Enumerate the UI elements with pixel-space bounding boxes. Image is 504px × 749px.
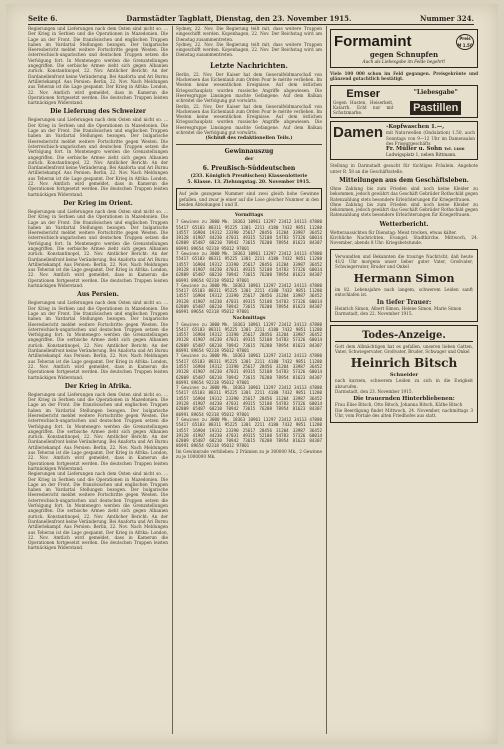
section-heading: Letzte Nachrichten. [210, 60, 288, 70]
notice-place: Darmstadt, den 22. November 1915. [335, 311, 413, 317]
lottery-subtitle: der [244, 157, 254, 163]
death-notice-simon [330, 249, 478, 322]
article-text: Regierungen und Lieferungen nach dem Osten sind nicht so. ... Der Krieg in Serbien und die Operationen in Mazedonien. Die Lage an der Front. Die französischen und englischen Truppen haben im Vardartal Stellungen bezogen. Der bulgarische Heeresbericht meldet weitere Fortschritte gegen Westen. Die österreichisch-ungarischen und deutschen Truppen setzen die Verfolgung fort. In Montenegro werden die Grenzstellungen angegriffen. Die serbische Armee zieht sich gegen Albanien zurück. Konstantinopel, 22. Nov. Amtlicher Bericht: An der Dardanellenfront keine Veränderung. Bei Anaforta und Ari Burnu Artilleriekampf. Aus Persien: Berlin, 22. Nov. Nach Meldungen aus Teheran ist die Lage gespannt. Der Krieg in Afrika: London, 22. Nov. Amtlich wird gemeldet, dass in Kamerun die Operationen fortgesetzt werden. Die deutschen Truppen leisten hartnäckigen Widerstand. [28, 300, 168, 380]
ad-text: mit Naturwellen (Ondulation) 1.50, auch Sonntags von 9—12 Uhr im Damensalon des Friseurgeschäfts [386, 130, 475, 147]
article-text: Regierungen und Lieferungen nach dem Osten sind nicht so. ... Der Krieg in Serbien und die Operationen in Mazedonien. Die Lage an der Front. Die französischen und englischen Truppen haben im Vardartal Stellungen bezogen. Der bulgarische Heeresbericht meldet weitere Fortschritte gegen Westen. Die österreichisch-ungarischen und deutschen Truppen setzen die Verfolgung fort. In Montenegro werden die Grenzstellungen angegriffen. Die serbische Armee zieht sich gegen Albanien zurück. Konstantinopel, 22. Nov. Amtlicher Bericht: An der Dardanellenfront keine Veränderung. Bei Anaforta und Ari Burnu Artilleriekampf. Aus Persien: Berlin, 22. Nov. Nach Meldungen aus Teheran ist die Lage gespannt. Der Krieg in Afrika: London, 22. Nov. Amtlich wird gemeldet, dass in Kamerun die Operationen fortgesetzt werden. Die deutschen Truppen leisten hartnäckigen Widerstand. [28, 26, 168, 106]
notice-intro: Gott dem Allmächtigen hat es gefallen, unseren lieben Gatten, Vater, Schwiegervater, Großvater, Bruder, Schwager und Onkel [335, 343, 473, 355]
column-divider [172, 26, 173, 734]
issue-number: Nummer 324. [420, 13, 474, 23]
section-heading: Wetterbericht. [379, 220, 429, 228]
column-divider [326, 26, 327, 734]
lottery-note-box [176, 188, 322, 210]
newspaper-page [6, 4, 498, 744]
article-text: Regierungen und Lieferungen nach dem Osten sind nicht so. ... Der Krieg in Serbien und die Operationen in Mazedonien. Die Lage an der Front. Die französischen und englischen Truppen haben im Vardartal Stellungen bezogen. Der bulgarische Heeresbericht meldet weitere Fortschritte gegen Westen. Die österreichisch-ungarischen und deutschen Truppen setzen die Verfolgung fort. In Montenegro werden die Grenzstellungen angegriffen. Die serbische Armee zieht sich gegen Albanien zurück. Konstantinopel, 22. Nov. Amtlicher Bericht: An der Dardanellenfront keine Veränderung. Bei Anaforta und Ari Burnu Artilleriekampf. Aus Persien: Berlin, 22. Nov. Nach Meldungen aus Teheran ist die Lage gespannt. Der Krieg in Afrika: London, 22. Nov. Amtlich wird gemeldet, dass in Kamerun die Operationen fortgesetzt werden. Die deutschen Truppen leisten hartnäckigen Widerstand. [28, 391, 168, 471]
lottery-date: 5. Klasse. 13. Ziehungstag. 20. November 1915. [187, 180, 311, 186]
notice-family: Heinrich Simon, Albert Simon, Helene Simon, Marie Simon [335, 306, 462, 312]
notice-intro: Verwandten und Bekannten die traurige Nachricht, daß heute 41/2 Uhr morgens unser lieber guter Vater, Großvater, Schwiegervater, Bruder und Onkel [335, 253, 473, 270]
column-right [330, 26, 478, 736]
notice-funeral: Die Beerdigung findet Mittwoch, 24. November, nachmittags 3 Uhr, vom Portale des alten Friedhofes aus statt. [335, 407, 473, 418]
article-text: Ohne Zahlung bis zum Frieden sind noch keine Kleider zu bekommen, jedoch gewährt das Geschäft Gebrüder Rothschild gegen Ratenzahlung stets besondere Erleichterungen für Kriegerfrauen. [330, 185, 478, 202]
notice-role: Schneider [389, 372, 419, 379]
article-text: Ohne Zahlung bis zum Frieden sind noch keine Kleider zu bekommen, jedoch gewährt das Geschäft Gebrüder Rothschild gegen Ratenzahlung stets besondere Erleichterungen für Kriegerfrauen. [330, 201, 478, 218]
classified-text: Stellung in Darmstadt gesucht für tüchtiges Fräulein. Angebote unter B. 58 an die Geschäftsstelle. [330, 163, 478, 174]
article-text: Berlin, 22. Nov. Der Kaiser hat dem Generalfeldmarschall von Mackensen das Eichenlaub zum Orden Pour le mérite verliehen. Im Westen keine wesentlichen Ereignisse. Auf dem östlichen Kriegsschauplatz wurden russische Angriffe abgewiesen. Die Heeresgruppe Linsingen machte Gefangene. Auf dem Balkan schreitet die Verfolgung gut vorwärts. [176, 103, 322, 136]
lottery-numbers: 7 Gewinne zu 3000 Mk. 18363 10961 13297 23412 34113 47880 55417 65103 88311 95225 1301 2211 4180 7432 9851 11280 14557 16904 19312 23390 25617 28456 31204 33987 36452 39128 41907 44230 47031 49315 52108 54783 57326 60014 62809 65487 68210 70942 73615 76208 78954 81623 84307 86991 89654 92318 95012 97801 [176, 416, 322, 449]
article-text: Regierungen und Lieferungen nach dem Osten sind nicht so. ... Der Krieg in Serbien und die Operationen in Mazedonien. Die Lage an der Front. Die französischen und englischen Truppen haben im Vardartal Stellungen bezogen. Der bulgarische Heeresbericht meldet weitere Fortschritte gegen Westen. Die österreichisch-ungarischen und deutschen Truppen setzen die Verfolgung fort. In Montenegro werden die Grenzstellungen angegriffen. Die serbische Armee zieht sich gegen Albanien zurück. Konstantinopel, 22. Nov. Amtlicher Bericht: An der Dardanellenfront keine Veränderung. Bei Anaforta und Ari Burnu Artilleriekampf. Aus Persien: Berlin, 22. Nov. Nach Meldungen aus Teheran ist die Lage gespannt. Der Krieg in Afrika: London, 22. Nov. Amtlich wird gemeldet, dass in Kamerun die Operationen fortgesetzt werden. Die deutschen Truppen leisten hartnäckigen Widerstand. [28, 208, 168, 289]
lottery-subtitle: 6. Preußisch-Süddeutschen [202, 165, 296, 173]
ad-brand: Damen [333, 124, 384, 142]
notice-sign: In tiefer Trauer: [376, 299, 432, 307]
lottery-numbers: 7 Gewinne zu 3000 Mk. 18363 10961 13297 23412 34113 47880 55417 65103 88311 95225 1301 2211 4180 7432 9851 11280 14557 16904 19312 23390 25617 28456 31204 33987 36452 39128 41907 44230 47031 49315 52108 54783 57326 60014 62809 65487 68210 70942 73615 76208 78954 81623 84307 86991 89654 92318 95012 97801 [176, 385, 322, 417]
notice-name: Hermann Simon [353, 271, 455, 285]
article-text: Sydney, 22. Nov. Die Regierung teilt mit, dass weitere Truppen eingeschifft werden. Kopenhagen, 22. Nov. Der Reichstag wird am Dienstag zusammentreten. [176, 41, 322, 58]
ad-address: Ludwigsplatz 1, neben Rittmann. [386, 152, 457, 158]
lottery-numbers: 7 Gewinne zu 3000 Mk. 18363 10961 13297 23412 34113 47880 55417 65103 88311 95225 1301 2211 4180 7432 9851 11280 14557 16904 19312 23390 25617 28456 31204 33987 36452 39128 41907 44230 47031 49315 52108 54783 57326 60014 62809 65487 68210 70942 73615 76208 78954 81623 84307 86991 89654 92318 95012 97801 [176, 219, 322, 251]
notice-text: nach kurzem, schwerem Leiden zu sich in die Ewigkeit abzurufen. [335, 378, 473, 389]
article-text: Sydney, 22. Nov. Die Regierung teilt mit, dass weitere Truppen eingeschifft werden. Kopenhagen, 22. Nov. Der Reichstag wird am Dienstag zusammentreten. [176, 26, 322, 42]
ad-product: Pastillen [410, 101, 461, 115]
article-text: Regierungen und Lieferungen nach dem Osten sind nicht so. ... Der Krieg in Serbien und die Operationen in Mazedonien. Die Lage an der Front. Die französischen und englischen Truppen haben im Vardartal Stellungen bezogen. Der bulgarische Heeresbericht meldet weitere Fortschritte gegen Westen. Die österreichisch-ungarischen und deutschen Truppen setzen die Verfolgung fort. In Montenegro werden die Grenzstellungen angegriffen. Die serbische Armee zieht sich gegen Albanien zurück. Konstantinopel, 22. Nov. Amtlicher Bericht: An der Dardanellenfront keine Veränderung. Bei Anaforta und Ari Burnu Artilleriekampf. Aus Persien: Berlin, 22. Nov. Nach Meldungen aus Teheran ist die Lage gespannt. Der Krieg in Afrika: London, 22. Nov. Amtlich wird gemeldet, dass in Kamerun die Operationen fortgesetzt werden. Die deutschen Truppen leisten hartnäckigen Widerstand. [28, 471, 168, 551]
notice-place: Darmstadt, den 23. November 1915. [335, 388, 413, 394]
lottery-numbers: 7 Gewinne zu 3000 Mk. 18363 10961 13297 23412 34113 47880 55417 65103 88311 95225 1301 2211 4180 7432 9851 11280 14557 16904 19312 23390 25617 28456 31204 33987 36452 39128 41907 44230 47031 49315 52108 54783 57326 60014 62809 65487 68210 70942 73615 76208 78954 81623 84307 86991 89654 92318 95012 97801 [176, 282, 322, 315]
page-header [28, 12, 474, 25]
notice-title: Todes-Anzeige. [335, 330, 473, 342]
death-notice-bitsch [330, 325, 478, 423]
weather-text: Wetteraussichten für Dienstag: Meist trocken, etwas kälter. [330, 229, 457, 235]
ad-slogan: gegen Schnupfen [369, 50, 439, 59]
article-text: Berlin, 22. Nov. Der Kaiser hat dem Generalfeldmarschall von Mackensen das Eichenlaub zum Orden Pour le mérite verliehen. Im Westen keine wesentlichen Ereignisse. Auf dem östlichen Kriegsschauplatz wurden russische Angriffe abgewiesen. Die Heeresgruppe Linsingen machte Gefangene. Auf dem Balkan schreitet die Verfolgung gut vorwärts. [176, 71, 322, 104]
column-left [28, 26, 168, 736]
lottery-numbers: 7 Gewinne zu 3000 Mk. 18363 10961 13297 23412 34113 47880 55417 65103 88311 95225 1301 2211 4180 7432 9851 11280 14557 16904 19312 23390 25617 28456 31204 33987 36452 39128 41907 44230 47031 49315 52108 54783 57326 60014 62809 65487 68210 70942 73615 76208 78954 81623 84307 86991 89654 92318 95012 97801 [176, 251, 322, 283]
ad-brand: Emser [346, 87, 381, 100]
section-heading: Aus Persien. [77, 291, 119, 299]
lottery-session: Vormittags [234, 213, 264, 219]
article-text: Regierungen und Lieferungen nach dem Osten sind nicht so. ... Der Krieg in Serbien und die Operationen in Mazedonien. Die Lage an der Front. Die französischen und englischen Truppen haben im Vardartal Stellungen bezogen. Der bulgarische Heeresbericht meldet weitere Fortschritte gegen Westen. Die österreichisch-ungarischen und deutschen Truppen setzen die Verfolgung fort. In Montenegro werden die Grenzstellungen angegriffen. Die serbische Armee zieht sich gegen Albanien zurück. Konstantinopel, 22. Nov. Amtlicher Bericht: An der Dardanellenfront keine Veränderung. Bei Anaforta und Ari Burnu Artilleriekampf. Aus Persien: Berlin, 22. Nov. Nach Meldungen aus Teheran ist die Lage gespannt. Der Krieg in Afrika: London, 22. Nov. Amtlich wird gemeldet, dass in Kamerun die Operationen fortgesetzt werden. Die deutschen Truppen leisten hartnäckigen Widerstand. [28, 117, 168, 197]
lottery-numbers: 7 Gewinne zu 3000 Mk. 18363 10961 13297 23412 34113 47880 55417 65103 88311 95225 1301 2211 4180 7432 9851 11280 14557 16904 19312 23390 25617 28456 31204 33987 36452 39128 41907 44230 47031 49315 52108 54783 57326 60014 62809 65487 68210 70942 73615 76208 78954 81623 84307 86991 89654 92318 95012 97801 [176, 321, 322, 354]
column-middle [176, 26, 322, 736]
ad-company: Fr. Müller u. Sohn [386, 146, 443, 153]
lottery-session: Nachmittags [232, 315, 266, 321]
section-heading: Mitteilungen aus dem Geschäftsleben. [339, 176, 469, 184]
lottery-note: Auf jede gezogene Nummer sind zwei gleich hohe Gewinne gefallen, und zwar je einer auf die Lose gleicher Nummer in den beiden Abteilungen I und II. [179, 191, 319, 207]
ad-brand: Formamint [334, 33, 412, 50]
damen-ad [330, 121, 478, 160]
ad-phone: Tel. 1466 [444, 146, 465, 152]
ad-tagline: Auch als Liebesgabe im Felde begehrt! [362, 59, 446, 64]
lottery-footer: Im Gewinnrade verblieben: 2 Prämien zu je 300000 Mk., 2 Gewinne zu je 1000000 Mk. [176, 448, 322, 459]
formamint-ad [330, 29, 478, 68]
section-heading: Der Krieg in Afrika. [64, 382, 132, 390]
ad-text: Viele 100 000 schon im Feld gegangen. Preisgekrönte und glänzend gutachtlich bestätigt. [330, 71, 478, 82]
emser-ad [330, 85, 478, 119]
section-heading: Die Lieferung des Schweizer [50, 108, 146, 116]
notice-name: Heinrich Bitsch [350, 356, 458, 371]
lottery-numbers: 7 Gewinne zu 3000 Mk. 18363 10961 13297 23412 34113 47880 55417 65103 88311 95225 1301 2211 4180 7432 9851 11280 14557 16904 19312 23390 25617 28456 31204 33987 36452 39128 41907 44230 47031 49315 52108 54783 57326 60014 62809 65487 68210 70942 73615 76208 78954 81623 84307 86991 89654 92318 95012 97801 [176, 353, 322, 385]
ad-subtitle: "Liebesgabe" [413, 88, 458, 96]
notice-sign: Die trauernden Hinterbliebenen: [353, 396, 455, 403]
price-stamp: Preis M 1.50 [457, 35, 473, 48]
notice-family: Frau Elise Bitsch, Otto Bitsch, Johanna Bitsch, Käthe Bitsch [335, 402, 463, 408]
ad-headline: -Kopfwaschen 1.—, [386, 124, 445, 131]
divider [176, 144, 322, 145]
lottery-subtitle: (233. Königlich Preußischen) Klassenlotterie [190, 174, 308, 180]
ad-text: Gegen Husten, Heiserkeit, Katarrh. Echt nur mit Schutzmarke. [333, 99, 394, 116]
notice-text: im 82. Lebensjahre nach langem, schwerem Leiden sanft entschlafen ist. [335, 286, 473, 297]
newspaper-title: Darmstädter Tagblatt, Dienstag, den 23. November 1915. [126, 13, 352, 23]
lottery-title: Gewinnauszug [224, 148, 274, 156]
editorial-note: (Schluß des redaktionellen Teils.) [205, 136, 293, 142]
section-heading: Der Krieg im Orient. [63, 199, 133, 207]
church-text: Kirchliche Nachrichten. Evangel. Stadtkirche. Mittwoch, 24. November, abends 8 Uhr: Kriegsbetstunde. [330, 235, 478, 246]
page-number: Seite 6. [28, 13, 58, 23]
